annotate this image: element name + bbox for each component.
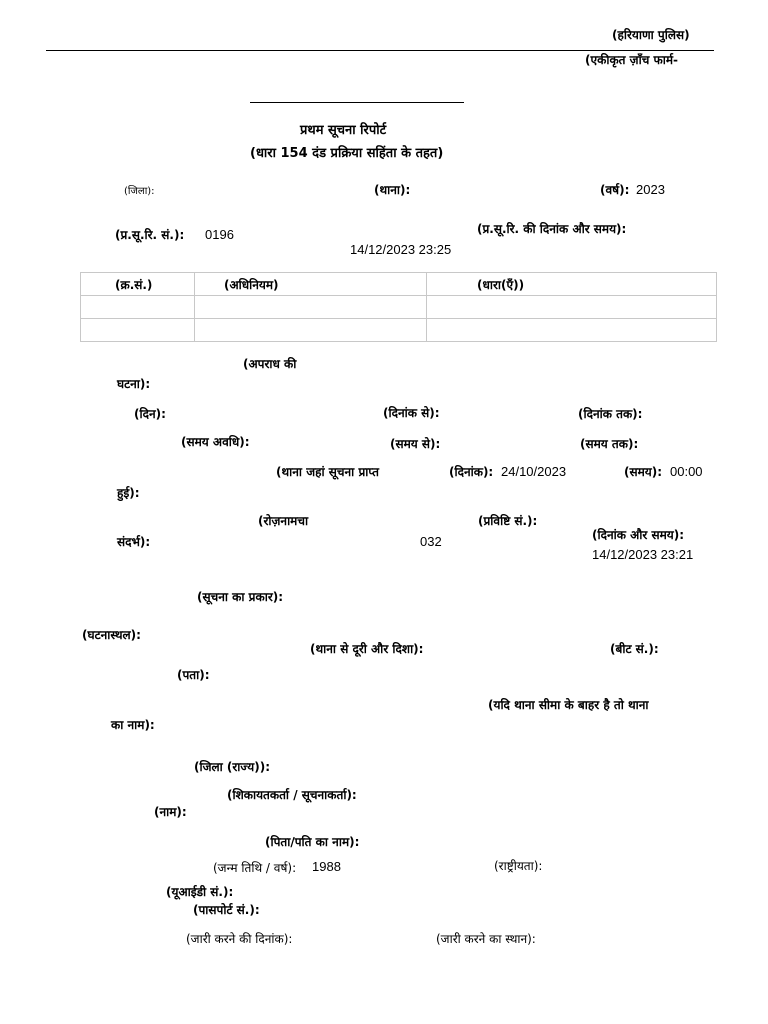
table-cell (195, 296, 427, 319)
table-cell (427, 319, 717, 342)
distance-direction-label: (थाना से दूरी और दिशा): (310, 642, 424, 656)
time-from-label: (समय से): (390, 437, 441, 451)
fir-number-label: (प्र.सू.रि. सं.): (115, 228, 185, 242)
report-title: प्रथम सूचना रिपोर्ट (300, 123, 387, 138)
table-header-row (81, 273, 717, 296)
header-form-name: (एकीकृत ज़ाँच फार्म- (585, 53, 679, 67)
col-serial-no: (क्र.सं.) (81, 273, 195, 296)
time-period-label: (समय अवधि): (181, 435, 250, 449)
diary-datetime-label: (दिनांक और समय): (592, 528, 685, 542)
beat-number-label: (बीट सं.): (610, 642, 659, 656)
offence-label-line1: (अपराध की (243, 357, 297, 371)
dob-value: 1988 (312, 859, 341, 874)
diary-label-line1: (रोज़नामचा (258, 514, 309, 528)
col-act: (अधिनियम) (195, 273, 427, 296)
info-type-label: (सूचना का प्रकार): (197, 590, 284, 604)
date-to-label: (दिनांक तक): (578, 407, 643, 421)
father-husband-name-label: (पिता/पति का नाम): (265, 835, 360, 849)
fir-datetime-label: (प्र.सू.रि. की दिनांक और समय): (477, 222, 627, 236)
col-sections: (धारा(एँ)) (427, 273, 717, 296)
date-from-label: (दिनांक से): (383, 406, 440, 420)
table-cell (81, 296, 195, 319)
diary-datetime-value: 14/12/2023 23:21 (592, 547, 694, 562)
year-value: 2023 (636, 182, 665, 197)
table-row (81, 319, 717, 342)
table-cell (81, 319, 195, 342)
info-received-label-line2: हुई): (117, 486, 140, 500)
passport-number-label: (पासपोर्ट सं.): (193, 903, 260, 917)
district-state-label: (जिला (राज्य)): (194, 760, 271, 774)
issue-place-label: (जारी करने का स्थान): (436, 932, 536, 946)
received-time-label: (समय): (624, 465, 663, 479)
time-to-label: (समय तक): (580, 437, 639, 451)
header-rule (46, 50, 714, 51)
entry-number-label: (प्रविष्टि सं.): (478, 514, 538, 528)
table-cell (427, 296, 717, 319)
place-of-occurrence-label: (घटनास्थल): (82, 628, 141, 642)
header-organization: (हरियाणा पुलिस) (612, 28, 690, 42)
issue-date-label: (जारी करने की दिनांक): (186, 932, 293, 946)
address-label: (पता): (177, 668, 210, 682)
info-received-label-line1: (थाना जहां सूचना प्राप्त (276, 465, 379, 479)
table-row (81, 296, 717, 319)
received-time-value: 00:00 (670, 464, 703, 479)
nationality-label: (राष्ट्रीयता): (494, 859, 543, 873)
complainant-heading: (शिकायतकर्ता / सूचनाकर्ता): (227, 788, 357, 802)
day-label: (दिन): (134, 407, 166, 421)
district-label: (जिला): (124, 186, 155, 197)
title-rule (250, 102, 464, 103)
offence-label-line2: घटना): (117, 377, 151, 391)
acts-sections-table (80, 272, 717, 342)
fir-number-value: 0196 (205, 227, 234, 242)
uid-number-label: (यूआईडी सं.): (166, 885, 234, 899)
received-date-label: (दिनांक): (449, 465, 494, 479)
name-label: (नाम): (154, 805, 187, 819)
report-subtitle: (धारा 154 दंड प्रक्रिया सहिंता के तहत) (250, 146, 444, 161)
fir-datetime-value: 14/12/2023 23:25 (350, 242, 452, 257)
outside-station-label-line1: (यदि थाना सीमा के बाहर है तो थाना (488, 698, 649, 712)
table-cell (195, 319, 427, 342)
dob-label: (जन्म तिथि / वर्ष): (213, 861, 297, 875)
received-date-value: 24/10/2023 (501, 464, 567, 479)
diary-label-line2: संदर्भ): (117, 535, 151, 549)
year-label: (वर्ष): (600, 183, 630, 197)
station-label: (थाना): (374, 183, 411, 197)
outside-station-label-line2: का नाम): (111, 718, 155, 732)
entry-number-value: 032 (420, 534, 442, 549)
